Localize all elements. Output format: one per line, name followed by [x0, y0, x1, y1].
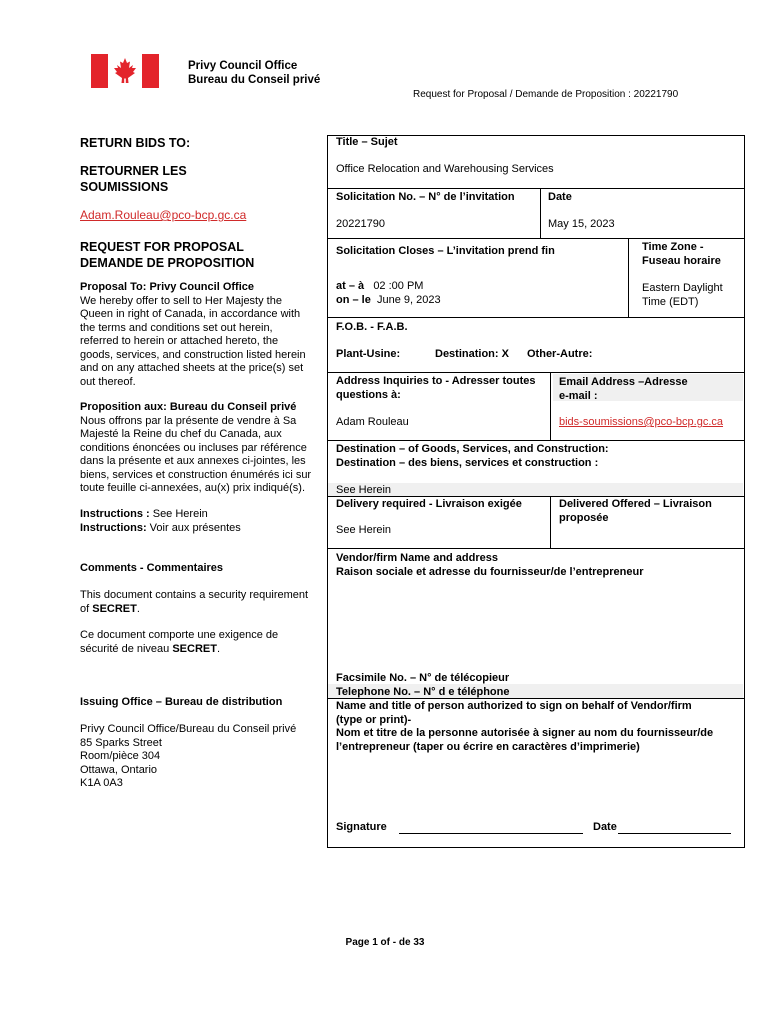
- delivery-offered-label-line2: proposée: [559, 511, 609, 524]
- org-name-fr: Bureau du Conseil privé: [188, 74, 321, 86]
- address-line: K1A 0A3: [80, 777, 123, 789]
- email-label-line2: e-mail :: [559, 389, 598, 402]
- signature-date-label: Date: [593, 821, 617, 833]
- signature-date-line[interactable]: [618, 833, 731, 834]
- other-label: Other-Autre:: [527, 348, 593, 360]
- date-label: Date: [548, 191, 572, 203]
- timezone-label-line1: Time Zone -: [642, 241, 704, 253]
- solicitation-no-label: Solicitation No. – N° de l’invitation: [336, 191, 515, 203]
- delivery-required-value: See Herein: [336, 524, 392, 536]
- page-number: Page 1 of - de 33: [345, 937, 425, 948]
- on-label: on – le: [336, 293, 371, 306]
- destination-label: Destination: X: [435, 348, 509, 360]
- proposal-line: the terms and conditions set out herein,: [80, 321, 273, 334]
- security-comment-fr: Ce document comporte une exigence de sécurité de niveau SECRET.: [80, 629, 325, 656]
- org-name: [188, 59, 320, 87]
- timezone-label-line2: Fuseau horaire: [642, 254, 721, 267]
- security-comment-en: This document contains a security requirement of SECRET.: [80, 589, 325, 616]
- proposition-line: Majesté la Reine du chef du Canada, aux: [80, 428, 282, 440]
- title-value: Office Relocation and Warehousing Services: [336, 163, 554, 175]
- comment-en-line1: This document contains a security requirement: [80, 589, 309, 601]
- fax-label: Facsimile No. – N° de télécopieur: [336, 672, 510, 684]
- proposition-line: biens, services et construction énumérés ici sur: [80, 468, 312, 481]
- comment-en-line2: of: [80, 602, 93, 615]
- canada-flag-icon: [91, 54, 159, 88]
- proposal-line: goods, services, and construction listed herein: [80, 348, 306, 361]
- bids-email-link[interactable]: bids-soumissions@pco-bcp.gc.ca: [559, 416, 724, 428]
- proposition-line: conditions énoncées ou incluses par référence: [80, 441, 307, 454]
- inquiries-label-line2: questions à:: [336, 388, 401, 401]
- instructions-en-label: Instructions :: [80, 508, 150, 520]
- name-label-line2: (type or print)-: [336, 713, 412, 726]
- comments-label: Comments - Commentaires: [80, 562, 224, 574]
- timezone-value: [642, 282, 723, 309]
- return-bids-fr: [80, 163, 187, 195]
- rfp-reference: Request for Proposal / Demande de Proposition : 20221790: [413, 89, 679, 100]
- proposition-line: Nous offrons par la présente de vendre à Sa: [80, 414, 297, 427]
- proposition-label: Proposition aux: Bureau du Conseil privé: [80, 401, 297, 413]
- signature-line[interactable]: [399, 833, 583, 834]
- address-line: Privy Council Office/Bureau du Conseil privé: [80, 723, 297, 735]
- comment-fr-secret: SECRET: [172, 642, 217, 655]
- comment-en-secret: SECRET: [92, 602, 137, 615]
- dest-goods-label: [336, 443, 609, 470]
- return-bids-en: RETURN BIDS TO:: [80, 136, 191, 150]
- proposal-section: [80, 281, 320, 389]
- proposal-to-label: Proposal To: Privy Council Office: [80, 281, 254, 293]
- proposition-line: toute feuille ci-annexées, au(x) prix indiqué(s).: [80, 482, 306, 494]
- authorized-name-label: [336, 700, 713, 754]
- at-label: at – à: [336, 280, 365, 292]
- name-label-line1: Name and title of person authorized to sign on behalf of Vendor/firm: [336, 700, 692, 712]
- phone-label: Telephone No. – N° d e téléphone: [336, 686, 510, 698]
- org-name-en: Privy Council Office: [188, 60, 298, 72]
- rfp-title-en: REQUEST FOR PROPOSAL: [80, 240, 244, 254]
- rfp-title-fr: DEMANDE DE PROPOSITION: [80, 256, 255, 270]
- timezone-value-line2: Time (EDT): [642, 295, 699, 308]
- dest-goods-label-line1: Destination – of Goods, Services, and Construction:: [336, 443, 609, 455]
- delivery-offered-label-line1: Delivered Offered – Livraison: [559, 498, 712, 510]
- fob-label: F.O.B. - F.A.B.: [336, 321, 408, 333]
- address-line: Ottawa, Ontario: [80, 763, 158, 776]
- comment-fr-line1: Ce document comporte une exigence de: [80, 629, 279, 641]
- signature-label: Signature: [336, 821, 387, 833]
- proposal-line: and on any attached sheets at the price(s) set: [80, 362, 304, 374]
- proposal-line: Queen in right of Canada, in accordance with: [80, 308, 301, 320]
- date-value: May 15, 2023: [548, 218, 615, 230]
- proposal-line: out thereof.: [80, 375, 136, 388]
- instructions-en-value: See Herein: [149, 508, 208, 520]
- address-line: Room/pièce 304: [80, 750, 161, 762]
- address-line: 85 Sparks Street: [80, 736, 162, 749]
- at-value: 02 :00 PM: [373, 280, 424, 292]
- proposition-section: [80, 401, 325, 496]
- proposition-line: dans la présente et aux annexes ci-jointes, les: [80, 455, 306, 467]
- title-label: Title – Sujet: [336, 136, 398, 148]
- email-label-line1: Email Address –Adresse: [559, 376, 688, 388]
- proposal-line: referred to herein or attached hereto, the: [80, 335, 279, 347]
- plant-label: Plant-Usine:: [336, 348, 401, 360]
- timezone-label: [642, 241, 721, 268]
- issuing-office-label: Issuing Office – Bureau de distribution: [80, 696, 283, 708]
- inquiries-label: [336, 375, 535, 402]
- closes-label: Solicitation Closes – L’invitation prend fin: [336, 245, 555, 257]
- proposal-line: We hereby offer to sell to Her Majesty the: [80, 294, 282, 307]
- inquiries-label-line1: Address Inquiries to - Adresser toutes: [336, 375, 536, 387]
- name-label-line4: l’entrepreneur (taper ou écrire en caractères d’imprimerie): [336, 740, 640, 753]
- email-label: [559, 376, 688, 403]
- solicitation-no-value: 20221790: [336, 218, 385, 230]
- timezone-value-line1: Eastern Daylight: [642, 282, 723, 294]
- instructions-section: [80, 508, 241, 535]
- inquiries-value: Adam Rouleau: [336, 416, 409, 428]
- name-label-line3: Nom et titre de la personne autorisée à signer au nom du fournisseur/de: [336, 727, 714, 739]
- dest-goods-label-line2: Destination – des biens, services et construction :: [336, 456, 599, 469]
- solicitation-form: [327, 135, 745, 848]
- issuing-office-address: [80, 723, 296, 791]
- dest-goods-value: See Herein: [336, 484, 392, 496]
- on-value: June 9, 2023: [376, 293, 441, 306]
- return-bids-fr-line1: RETOURNER LES: [80, 164, 187, 178]
- rfp-title: [80, 239, 254, 271]
- return-email-link[interactable]: Adam.Rouleau@pco-bcp.gc.ca: [80, 208, 247, 222]
- vendor-label-line1: Vendor/firm Name and address: [336, 552, 498, 564]
- vendor-label: [336, 552, 644, 579]
- delivery-offered-label: [559, 498, 712, 525]
- vendor-label-line2: Raison sociale et adresse du fournisseur/de l’entrepreneur: [336, 565, 644, 578]
- comment-fr-line2: sécurité de niveau: [80, 642, 173, 655]
- instructions-fr-label: Instructions:: [80, 521, 147, 534]
- instructions-fr-value: Voir aux présentes: [146, 521, 241, 534]
- delivery-required-label: Delivery required - Livraison exigée: [336, 498, 522, 510]
- return-bids-fr-line2: SOUMISSIONS: [80, 180, 169, 194]
- closing-time: [336, 280, 441, 307]
